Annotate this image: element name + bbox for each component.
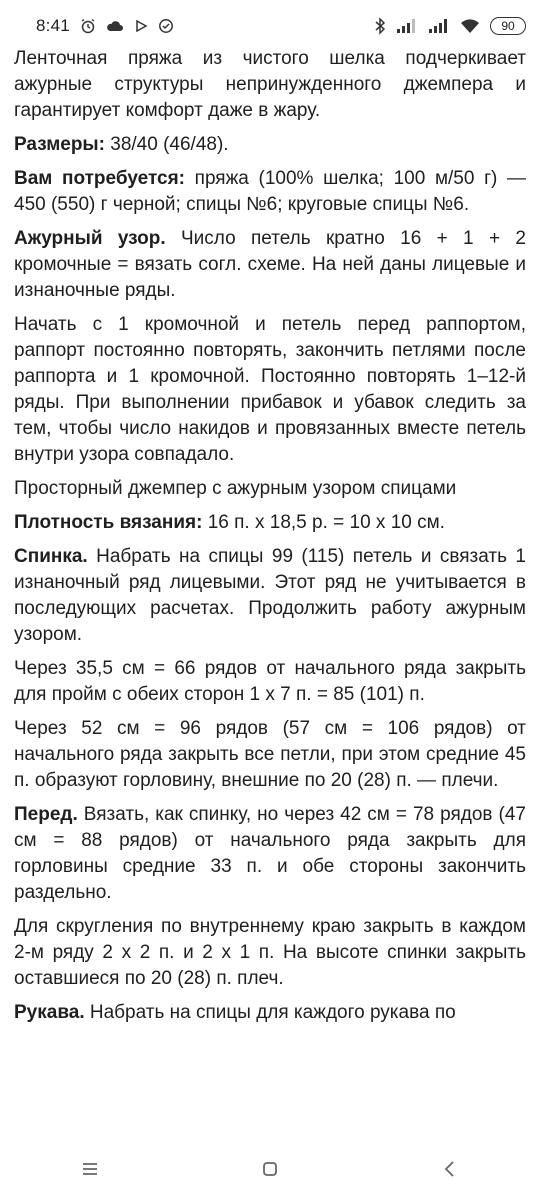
alarm-icon (80, 18, 96, 34)
paragraph-materials: Вам потребуется: пряжа (100% шелка; 100 м/50 г) — 450 (550) г черной; спицы №6; круговые спицы №6. (14, 168, 526, 215)
check-circle-icon (158, 18, 174, 34)
paragraph-sleeves: Рукава. Набрать на спицы для каждого рукава по (14, 1002, 456, 1023)
signal-icon (396, 18, 418, 34)
paragraph-front: Перед. Вязать, как спинку, но через 42 см = 78 рядов (47 см = 88 рядов) от начального ряда закрыть для горловины средние 33 п. и обе стороны закончить раздельно. (14, 804, 526, 903)
article-body (14, 46, 526, 1034)
paragraph-rounding: Для скругления по внутреннему краю закрыть в каждом 2-м ряду 2 х 2 п. и 2 х 1 п. На высоте спинки закрыть оставшиеся по 20 (28) п. плеч. (14, 916, 526, 989)
paragraph-back: Спинка. Набрать на спицы 99 (115) петель и связать 1 изнаночный ряд лицевыми. Этот ряд не учитывается в последующих расчетах. Продолжить работу ажурным узором. (14, 546, 526, 645)
menu-icon (81, 1161, 99, 1177)
status-time: 8:41 (36, 16, 70, 35)
play-icon (134, 19, 148, 33)
back-button[interactable] (420, 1149, 480, 1189)
recent-apps-button[interactable] (60, 1149, 120, 1189)
battery-indicator: 90 (490, 17, 526, 35)
back-icon (443, 1160, 457, 1178)
home-icon (261, 1160, 279, 1178)
status-bar (0, 0, 540, 52)
paragraph-armholes: Через 35,5 см = 66 рядов от начального ряда закрыть для пройм с обеих сторон 1 х 7 п. = 85 (101) п. (14, 658, 526, 705)
paragraph-gauge: Плотность вязания: 16 п. х 18,5 р. = 10 х 10 см. (14, 512, 445, 533)
status-left (36, 16, 174, 36)
navigation-bar (0, 1138, 540, 1200)
paragraph-neck-shoulders: Через 52 см = 96 рядов (57 см = 106 рядов) от начального ряда закрыть все петли, при этом средние 45 п. образуют горловину, внешние по 20 (28) п. — плечи. (14, 718, 526, 791)
wifi-icon (460, 18, 480, 34)
cloud-icon (106, 19, 124, 33)
home-button[interactable] (240, 1149, 300, 1189)
paragraph-sizes: Размеры: 38/40 (46/48). (14, 134, 229, 155)
paragraph-subtitle: Просторный джемпер с ажурным узором спицами (14, 478, 457, 499)
paragraph-lace-pattern: Ажурный узор. Число петель кратно 16 + 1 + 2 кромочные = вязать согл. схеме. На ней даны лицевые и изнаночные ряды. (14, 228, 526, 301)
signal-icon (428, 18, 450, 34)
paragraph-pattern-instructions: Начать с 1 кромочной и петель перед раппортом, раппорт постоянно повторять, закончить петлями после раппорта и 1 кромочной. Постоянно повторять 1–12-й ряды. При выполнении прибавок и убавок следить за тем, чтобы число накидов и провязанных вместе петель внутри узора совпадало. (14, 314, 526, 465)
status-right (374, 17, 526, 35)
paragraph-intro: Ленточная пряжа из чистого шелка подчеркивает ажурные структуры непринужденного джемпера и гарантирует комфорт даже в жару. (14, 48, 526, 121)
bluetooth-icon (374, 17, 386, 35)
